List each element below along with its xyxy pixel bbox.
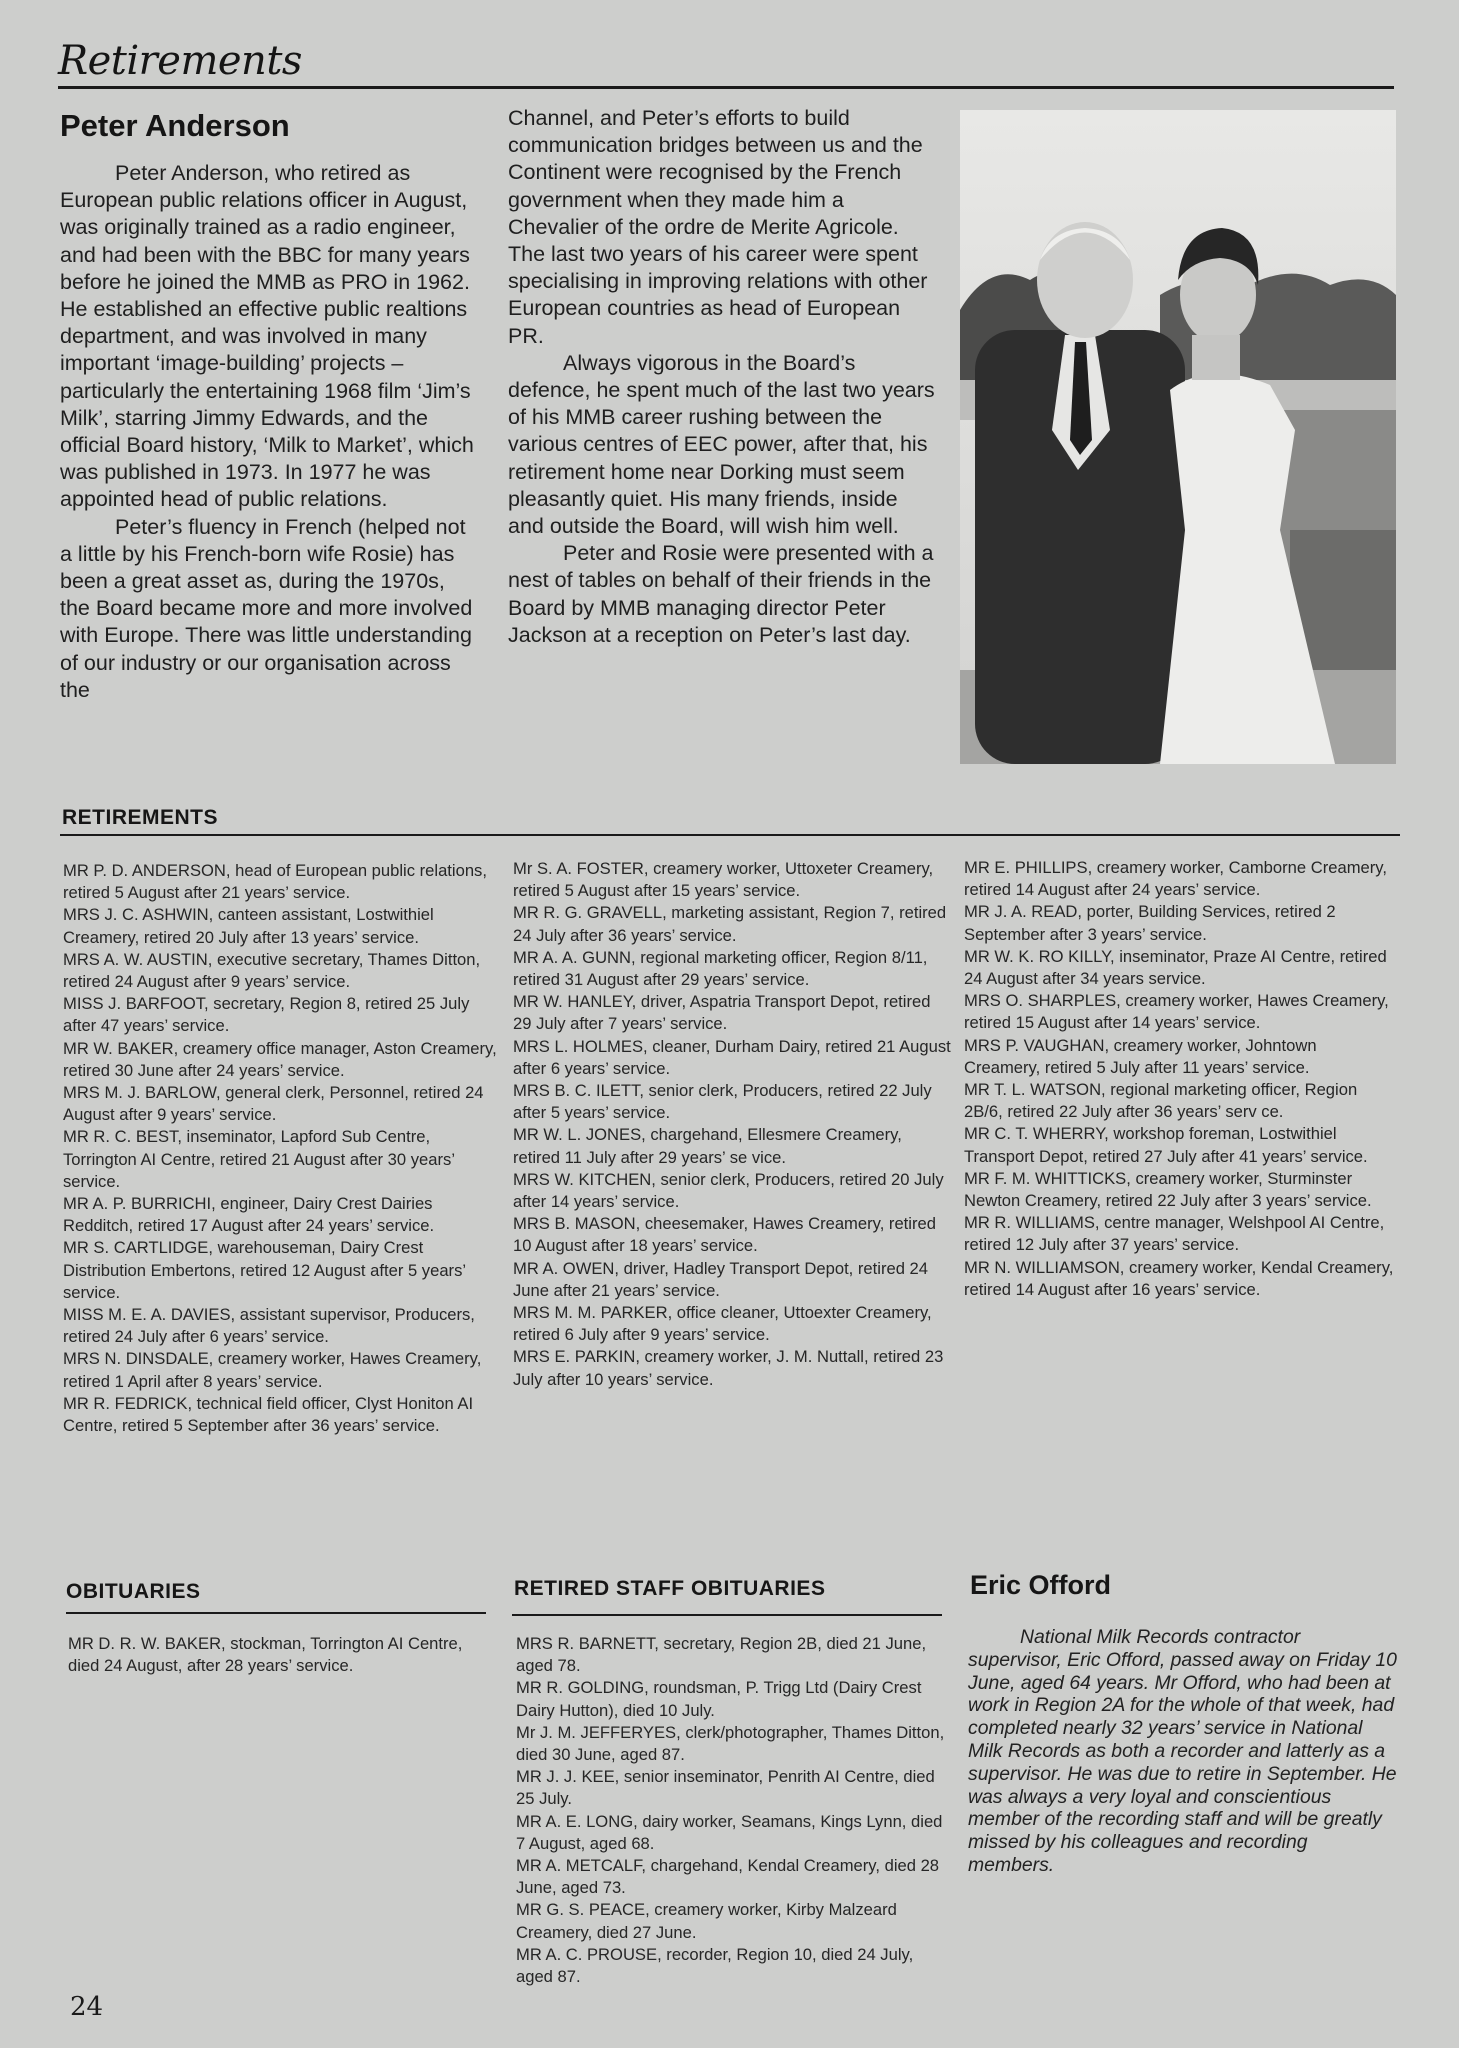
list-item: MR T. L. WATSON, regional marketing officer, Region 2B/6, retired 22 July after 36 years’ serv ce. [964, 1080, 1358, 1122]
list-item: MRS B. C. ILETT, senior clerk, Producers, retired 22 July after 5 years’ service. [513, 1081, 932, 1123]
list-item: MR N. WILLIAMSON, creamery worker, Kendal Creamery, retired 14 August after 16 years’ service. [964, 1257, 1394, 1299]
article-paragraph: Peter and Rosie were presented with a nest of tables on behalf of their friends in the Board by MMB managing director Peter Jackson at a reception on Peter’s last day. [508, 541, 934, 647]
list-item: MR A. C. PROUSE, recorder, Region 10, died 24 July, aged 87. [516, 1944, 914, 1987]
list-item: MRS O. SHARPLES, creamery worker, Hawes Creamery, retired 15 August after 14 years’ service. [964, 991, 1389, 1033]
list-item: MR A. OWEN, driver, Hadley Transport Depot, retired 24 June after 21 years’ service. [513, 1258, 928, 1300]
list-item: MR J. A. READ, porter, Building Services, retired 2 September after 3 years’ service. [964, 902, 1336, 944]
retired-staff-obituaries-rule [512, 1614, 942, 1616]
list-item: MR R. WILLIAMS, centre manager, Welshpool AI Centre, retired 12 July after 37 years’ service. [964, 1213, 1385, 1255]
eric-offord-text [968, 1626, 1398, 1877]
list-item: MISS J. BARFOOT, secretary, Region 8, retired 25 July after 47 years’ service. [63, 994, 470, 1036]
list-item: MR G. S. PEACE, creamery worker, Kirby Malzeard Creamery, died 27 June. [516, 1900, 897, 1942]
masthead [58, 38, 1394, 89]
retired-staff-obituaries-list [516, 1633, 946, 1988]
list-item: MISS M. E. A. DAVIES, assistant supervisor, Producers, retired 24 July after 6 years’ service. [63, 1305, 475, 1347]
article-title: Peter Anderson [60, 108, 290, 143]
list-item: MR C. T. WHERRY, workshop foreman, Lostwithiel Transport Depot, retired 27 July after 41 years’ service. [964, 1124, 1368, 1166]
article-column-2 [508, 105, 938, 649]
list-item: MRS R. BARNETT, secretary, Region 2B, died 21 June, aged 78. [516, 1634, 927, 1676]
list-item: MR A. A. GUNN, regional marketing officer, Region 8/11, retired 31 August after 29 years’ service. [513, 947, 928, 990]
list-item: MRS M. J. BARLOW, general clerk, Personnel, retired 24 August after 9 years’ service. [63, 1083, 484, 1125]
retirements-column-1 [63, 860, 503, 1437]
list-item: MR E. PHILLIPS, creamery worker, Camborne Creamery, retired 14 August after 24 years’ service. [964, 858, 1387, 900]
retired-staff-obituaries-heading: RETIRED STAFF OBITUARIES [514, 1577, 826, 1600]
list-item: MR A. E. LONG, dairy worker, Seamans, Kings Lynn, died 7 August, aged 68. [516, 1811, 943, 1853]
obituaries-list [68, 1633, 488, 1677]
list-item: MR W. K. RO KILLY, inseminator, Praze AI Centre, retired 24 August after 34 years service. [964, 946, 1387, 989]
list-item: MRS W. KITCHEN, senior clerk, Producers, retired 20 July after 14 years’ service. [513, 1169, 944, 1212]
list-item: MR R. C. BEST, inseminator, Lapford Sub Centre, Torrington AI Centre, retired 21 August after 30 years’ service. [63, 1127, 455, 1191]
list-item: Mr S. A. FOSTER, creamery worker, Uttoxeter Creamery, retired 5 August after 15 years’ service. [513, 859, 934, 901]
list-item: MR R. GOLDING, roundsman, P. Trigg Ltd (Dairy Crest Dairy Hutton), died 10 July. [516, 1678, 922, 1720]
article-column-1 [60, 160, 480, 704]
list-item: MRS E. PARKIN, creamery worker, J. M. Nuttall, retired 23 July after 10 years’ service. [513, 1347, 944, 1389]
list-item: Mr J. M. JEFFERYES, clerk/photographer, Thames Ditton, died 30 June, aged 87. [516, 1722, 945, 1765]
eric-offord-paragraph: National Milk Records contractor supervisor, Eric Offord, passed away on Friday 10 June, aged 64 years. Mr Offord, who had been at work in Region 2A for the whole of that week, had completed nearly 32 years’ service in National Milk Records as both a recorder and latterly as a supervisor. He was due to retire in September. He was always a very loyal and conscientious member of the recording staff and will be greatly missed by his colleagues and recording members. [968, 1626, 1397, 1876]
list-item: MR S. CARTLIDGE, warehouseman, Dairy Crest Distribution Embertons, retired 12 August after 5 years’ service. [63, 1238, 466, 1302]
retirements-column-2 [513, 858, 953, 1391]
list-item: MRS J. C. ASHWIN, canteen assistant, Lostwithiel Creamery, retired 20 July after 13 years’ service. [63, 905, 434, 947]
retirements-rule [60, 834, 1400, 836]
list-item: MR F. M. WHITTICKS, creamery worker, Sturminster Newton Creamery, retired 22 July after 3 years’ service. [964, 1168, 1372, 1211]
article-paragraph: Peter’s fluency in French (helped not a little by his French-born wife Rosie) has been a great asset as, during the 1970s, the Board became more and more involved with Europe. There was little understanding of our industry or our organisation across the [60, 514, 473, 702]
list-item: MR A. P. BURRICHI, engineer, Dairy Crest Dairies Redditch, retired 17 August after 24 years’ service. [63, 1194, 435, 1236]
list-item: MR J. J. KEE, senior inseminator, Penrith AI Centre, died 25 July. [516, 1767, 935, 1809]
list-item: MR P. D. ANDERSON, head of European public relations, retired 5 August after 21 years’ service. [63, 861, 487, 903]
article-paragraph: Peter Anderson, who retired as European public relations officer in August, was originally trained as a radio engineer, and had been with the BBC for many years before he joined the MMB as PRO in 1962. He established an effective public realtions department, and was involved in many important ‘image-building’ projects – particularly the entertaining 1968 film ‘Jim’s Milk’, starring Jimmy Edwards, and the official Board history, ‘Milk to Market’, which was published in 1973. In 1977 he was appointed head of public relations. [60, 161, 474, 512]
list-item: MR A. METCALF, chargehand, Kendal Creamery, died 28 June, aged 73. [516, 1856, 940, 1898]
retirements-heading: RETIREMENTS [62, 806, 219, 829]
list-item: MR W. L. JONES, chargehand, Ellesmere Creamery, retired 11 July after 29 years’ se vice. [513, 1125, 902, 1167]
portrait-photo [960, 110, 1396, 764]
masthead-title: Retirements [58, 38, 302, 84]
list-item: MRS A. W. AUSTIN, executive secretary, Thames Ditton, retired 24 August after 9 years’ service. [63, 949, 481, 992]
list-item: MR R. G. GRAVELL, marketing assistant, Region 7, retired 24 July after 36 years’ service. [513, 903, 947, 945]
list-item: MR W. BAKER, creamery office manager, Aston Creamery, retired 30 June after 24 years’ service. [63, 1038, 497, 1080]
list-item: MR W. HANLEY, driver, Aspatria Transport Depot, retired 29 July after 7 years’ service. [513, 992, 931, 1034]
article-paragraph: Always vigorous in the Board’s defence, he spent much of the last two years of his MMB career rushing between the various centres of EEC power, after that, his retirement home near Dorking must seem pleasantly quiet. His many friends, inside and outside the Board, will wish him well. [508, 350, 935, 539]
obituaries-heading: OBITUARIES [66, 1580, 201, 1603]
list-item: MRS N. DINSDALE, creamery worker, Hawes Creamery, retired 1 April after 8 years’ service. [63, 1349, 482, 1391]
page-number: 24 [70, 1992, 104, 2022]
obituaries-rule [66, 1612, 486, 1614]
list-item: MR D. R. W. BAKER, stockman, Torrington AI Centre, died 24 August, after 28 years’ service. [68, 1634, 463, 1676]
list-item: MRS B. MASON, cheesemaker, Hawes Creamery, retired 10 August after 18 years’ service. [513, 1214, 936, 1256]
eric-offord-title: Eric Offord [970, 1570, 1112, 1600]
list-item: MRS P. VAUGHAN, creamery worker, Johntown Creamery, retired 5 July after 11 years’ service. [964, 1035, 1317, 1077]
article-paragraph: Channel, and Peter’s efforts to build communication bridges between us and the Continent were recognised by the French government when they made him a Chevalier of the ordre de Merite Agricole. The last two years of his career were spent specialising in improving relations with other European countries as head of European PR. [508, 106, 928, 348]
retirements-column-3 [964, 857, 1394, 1301]
list-item: MRS M. M. PARKER, office cleaner, Uttoexter Creamery, retired 6 July after 9 years’ service. [513, 1303, 932, 1345]
list-item: MRS L. HOLMES, cleaner, Durham Dairy, retired 21 August after 6 years’ service. [513, 1036, 951, 1078]
list-item: MR R. FEDRICK, technical field officer, Clyst Honiton AI Centre, retired 5 September after 36 years’ service. [63, 1393, 474, 1436]
